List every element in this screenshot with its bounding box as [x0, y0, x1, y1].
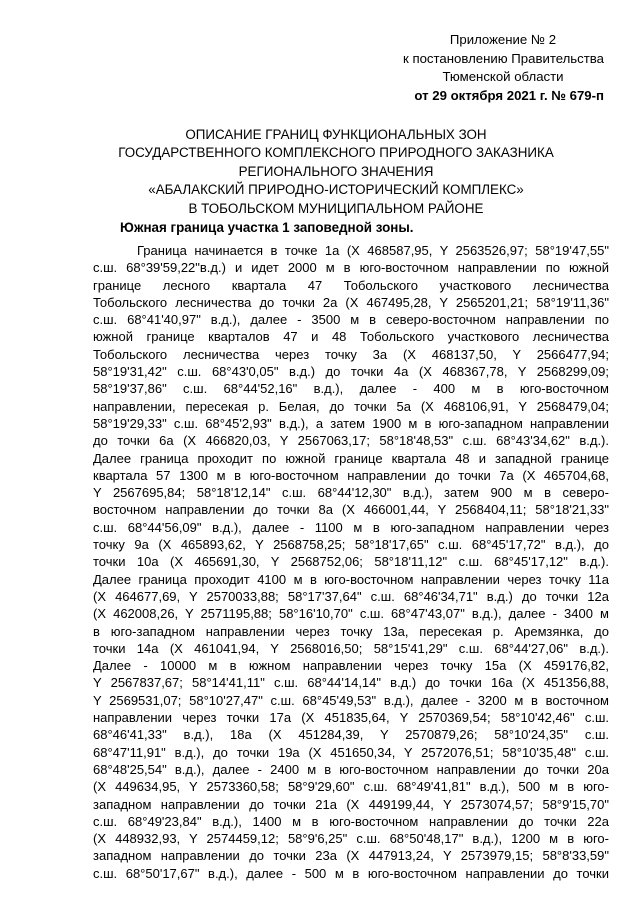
- body-line: Далее - 10000 м в южном направлении через точку 15а (X 459176,82,: [93, 658, 609, 674]
- body-line: западном направлении до точки 21а (X 449199,44, Y 2573074,57; 58°9'15,70": [93, 796, 609, 812]
- appendix-header: [304, 31, 604, 105]
- body-line: (X 448932,93, Y 2574459,12; 58°9'6,25" с.ш. 68°50'48,17" в.д.), 1200 м в юго-: [93, 831, 609, 847]
- body-line: Далее граница проходит 4100 м в юго-восточном направлении через точку 11а: [93, 571, 609, 587]
- title-line-5: В ТОБОЛЬСКОМ МУНИЦИПАЛЬНОМ РАЙОНЕ: [188, 200, 484, 216]
- title-line-4: «АБАЛАКСКИЙ ПРИРОДНО-ИСТОРИЧЕСКИЙ КОМПЛЕКС»: [148, 182, 524, 198]
- body-line: Граница начинается в точке 1а (X 468587,95, Y 2563526,97; 58°19'47,55": [137, 243, 609, 258]
- body-line: с.ш. 68°49'23,84" в.д.), 1400 м в юго-восточном направлении до точки 22а: [93, 813, 609, 829]
- appendix-date-number: от 29 октября 2021 г. № 679-п: [414, 87, 604, 103]
- document-title: [86, 126, 586, 218]
- body-line: 68°47'11,91" в.д.), до точки 19а (X 451650,34, Y 2572076,51; 58°10'35,48" с.ш.: [93, 744, 609, 760]
- body-line: Тобольского лесничества до точки 2а (X 467495,28, Y 2565201,21; 58°19'11,36": [93, 294, 609, 310]
- body-line: 58°19'37,86" с.ш. 68°44'52,16" в.д.), далее - 400 м в юго-восточном: [93, 381, 609, 397]
- body-line: 58°19'29,33" с.ш. 68°45'2,93" в.д.), а затем 1900 м в юго-западном направлении: [93, 415, 609, 431]
- body-line: 68°46'41,33" в.д.), 18а (X 451284,39, Y 2570879,26; 58°10'24,35" с.ш.: [93, 727, 609, 743]
- body-line: (X 462008,26, Y 2571195,88; 58°16'10,70" с.ш. 68°47'43,07" в.д.), далее - 3400 м: [93, 606, 609, 622]
- body-line: точки 10а (X 465691,30, Y 2568752,06; 58°18'11,12" с.ш. 68°45'17,12" в.д.).: [93, 554, 609, 570]
- body-line: квартала 57 1300 м в юго-восточном направлении до точки 7а (X 465704,68,: [93, 467, 609, 483]
- body-line: в юго-западном направлении через точку 13а, пересекая р. Аремзянка, до: [93, 623, 609, 639]
- title-line-2: ГОСУДАРСТВЕННОГО КОМПЛЕКСНОГО ПРИРОДНОГО ЗАКАЗНИКА: [118, 145, 554, 161]
- body-line: точку 9а (X 465893,62, Y 2568758,25; 58°18'17,65" с.ш. 68°45'17,72" в.д.), до: [93, 537, 609, 553]
- appendix-region: Тюменской области: [442, 69, 564, 85]
- body-line: южной границе кварталов 47 и 48 Тобольского участкового лесничества: [93, 329, 609, 345]
- body-line: точки 14а (X 461041,94, Y 2568016,50; 58°15'41,29" с.ш. 68°44'27,06" в.д.).: [93, 640, 609, 656]
- body-line: (X 449634,95, Y 2573360,58; 58°9'29,60" с.ш. 68°49'41,81" в.д.), 500 м в юго-: [93, 779, 609, 795]
- body-line: 68°48'25,54" в.д.), далее - 2400 м в юго-восточном направлении до точки 20а: [93, 761, 609, 777]
- body-line: Тобольского лесничества через точку 3а (X 468137,50, Y 2566477,94;: [93, 346, 609, 362]
- body-line: западном направлении до точки 23а (X 447913,24, Y 2573979,15; 58°8'33,59": [93, 848, 609, 864]
- body-line: Далее граница проходит по южной границе квартала 48 и западной границе: [93, 450, 609, 466]
- body-line: (X 464677,69, Y 2570033,88; 58°17'37,64" с.ш. 68°46'34,71" в.д.) до точки 12а: [93, 588, 609, 604]
- body-line: Y 2569531,07; 58°10'27,47" с.ш. 68°45'49,53" в.д.), далее - 3200 м в восточном: [93, 692, 609, 708]
- body-line: с.ш. 68°39'59,22"в.д.) и идет 2000 м в юго-восточном направлении по южной: [93, 260, 609, 276]
- section-title: Южная граница участка 1 заповедной зоны.: [120, 220, 414, 235]
- body-line: границе лесного квартала 47 Тобольского участкового лесничества: [93, 277, 609, 293]
- appendix-number: Приложение № 2: [449, 32, 557, 47]
- body-line: 58°19'31,42" с.ш. 68°43'0,05" в.д.) до точки 4а (X 468367,78, Y 2568299,09;: [93, 364, 609, 380]
- body-line: Y 2567837,67; 58°14'41,11" с.ш. 68°44'14,14" в.д.) до точки 16а (X 451356,88,: [93, 675, 609, 691]
- body-line: направлении через точки 17а (X 451835,64, Y 2570369,54; 58°10'42,46" с.ш.: [93, 710, 609, 726]
- title-line-1: ОПИСАНИЕ ГРАНИЦ ФУНКЦИОНАЛЬНЫХ ЗОН: [185, 127, 487, 142]
- body-paragraph: [93, 242, 609, 882]
- body-line: направлении, пересекая р. Белая, до точки 5а (X 468106,91, Y 2568479,04;: [93, 398, 609, 414]
- title-line-3: РЕГИОНАЛЬНОГО ЗНАЧЕНИЯ: [238, 163, 434, 179]
- body-line: с.ш. 68°41'40,97" в.д.), далее - 3500 м в северо-восточном направлении по: [93, 312, 609, 328]
- appendix-decree-ref: к постановлению Правительства: [403, 50, 604, 66]
- body-line: с.ш. 68°44'56,09" в.д.), далее - 1100 м в юго-западном направлении через: [93, 519, 609, 535]
- body-line: с.ш. 68°50'17,67" в.д.), далее - 500 м в юго-восточном направлении до точки: [93, 865, 609, 881]
- body-line: до точки 6а (X 466820,03, Y 2567063,17; 58°18'48,53" с.ш. 68°43'34,62" в.д.).: [93, 433, 609, 449]
- body-line: восточном направлении до точки 8а (X 466001,44, Y 2568404,11; 58°18'21,33": [93, 502, 609, 518]
- body-line: Y 2567695,84; 58°18'12,14" с.ш. 68°44'12,30" в.д.), затем 900 м в северо-: [93, 485, 609, 501]
